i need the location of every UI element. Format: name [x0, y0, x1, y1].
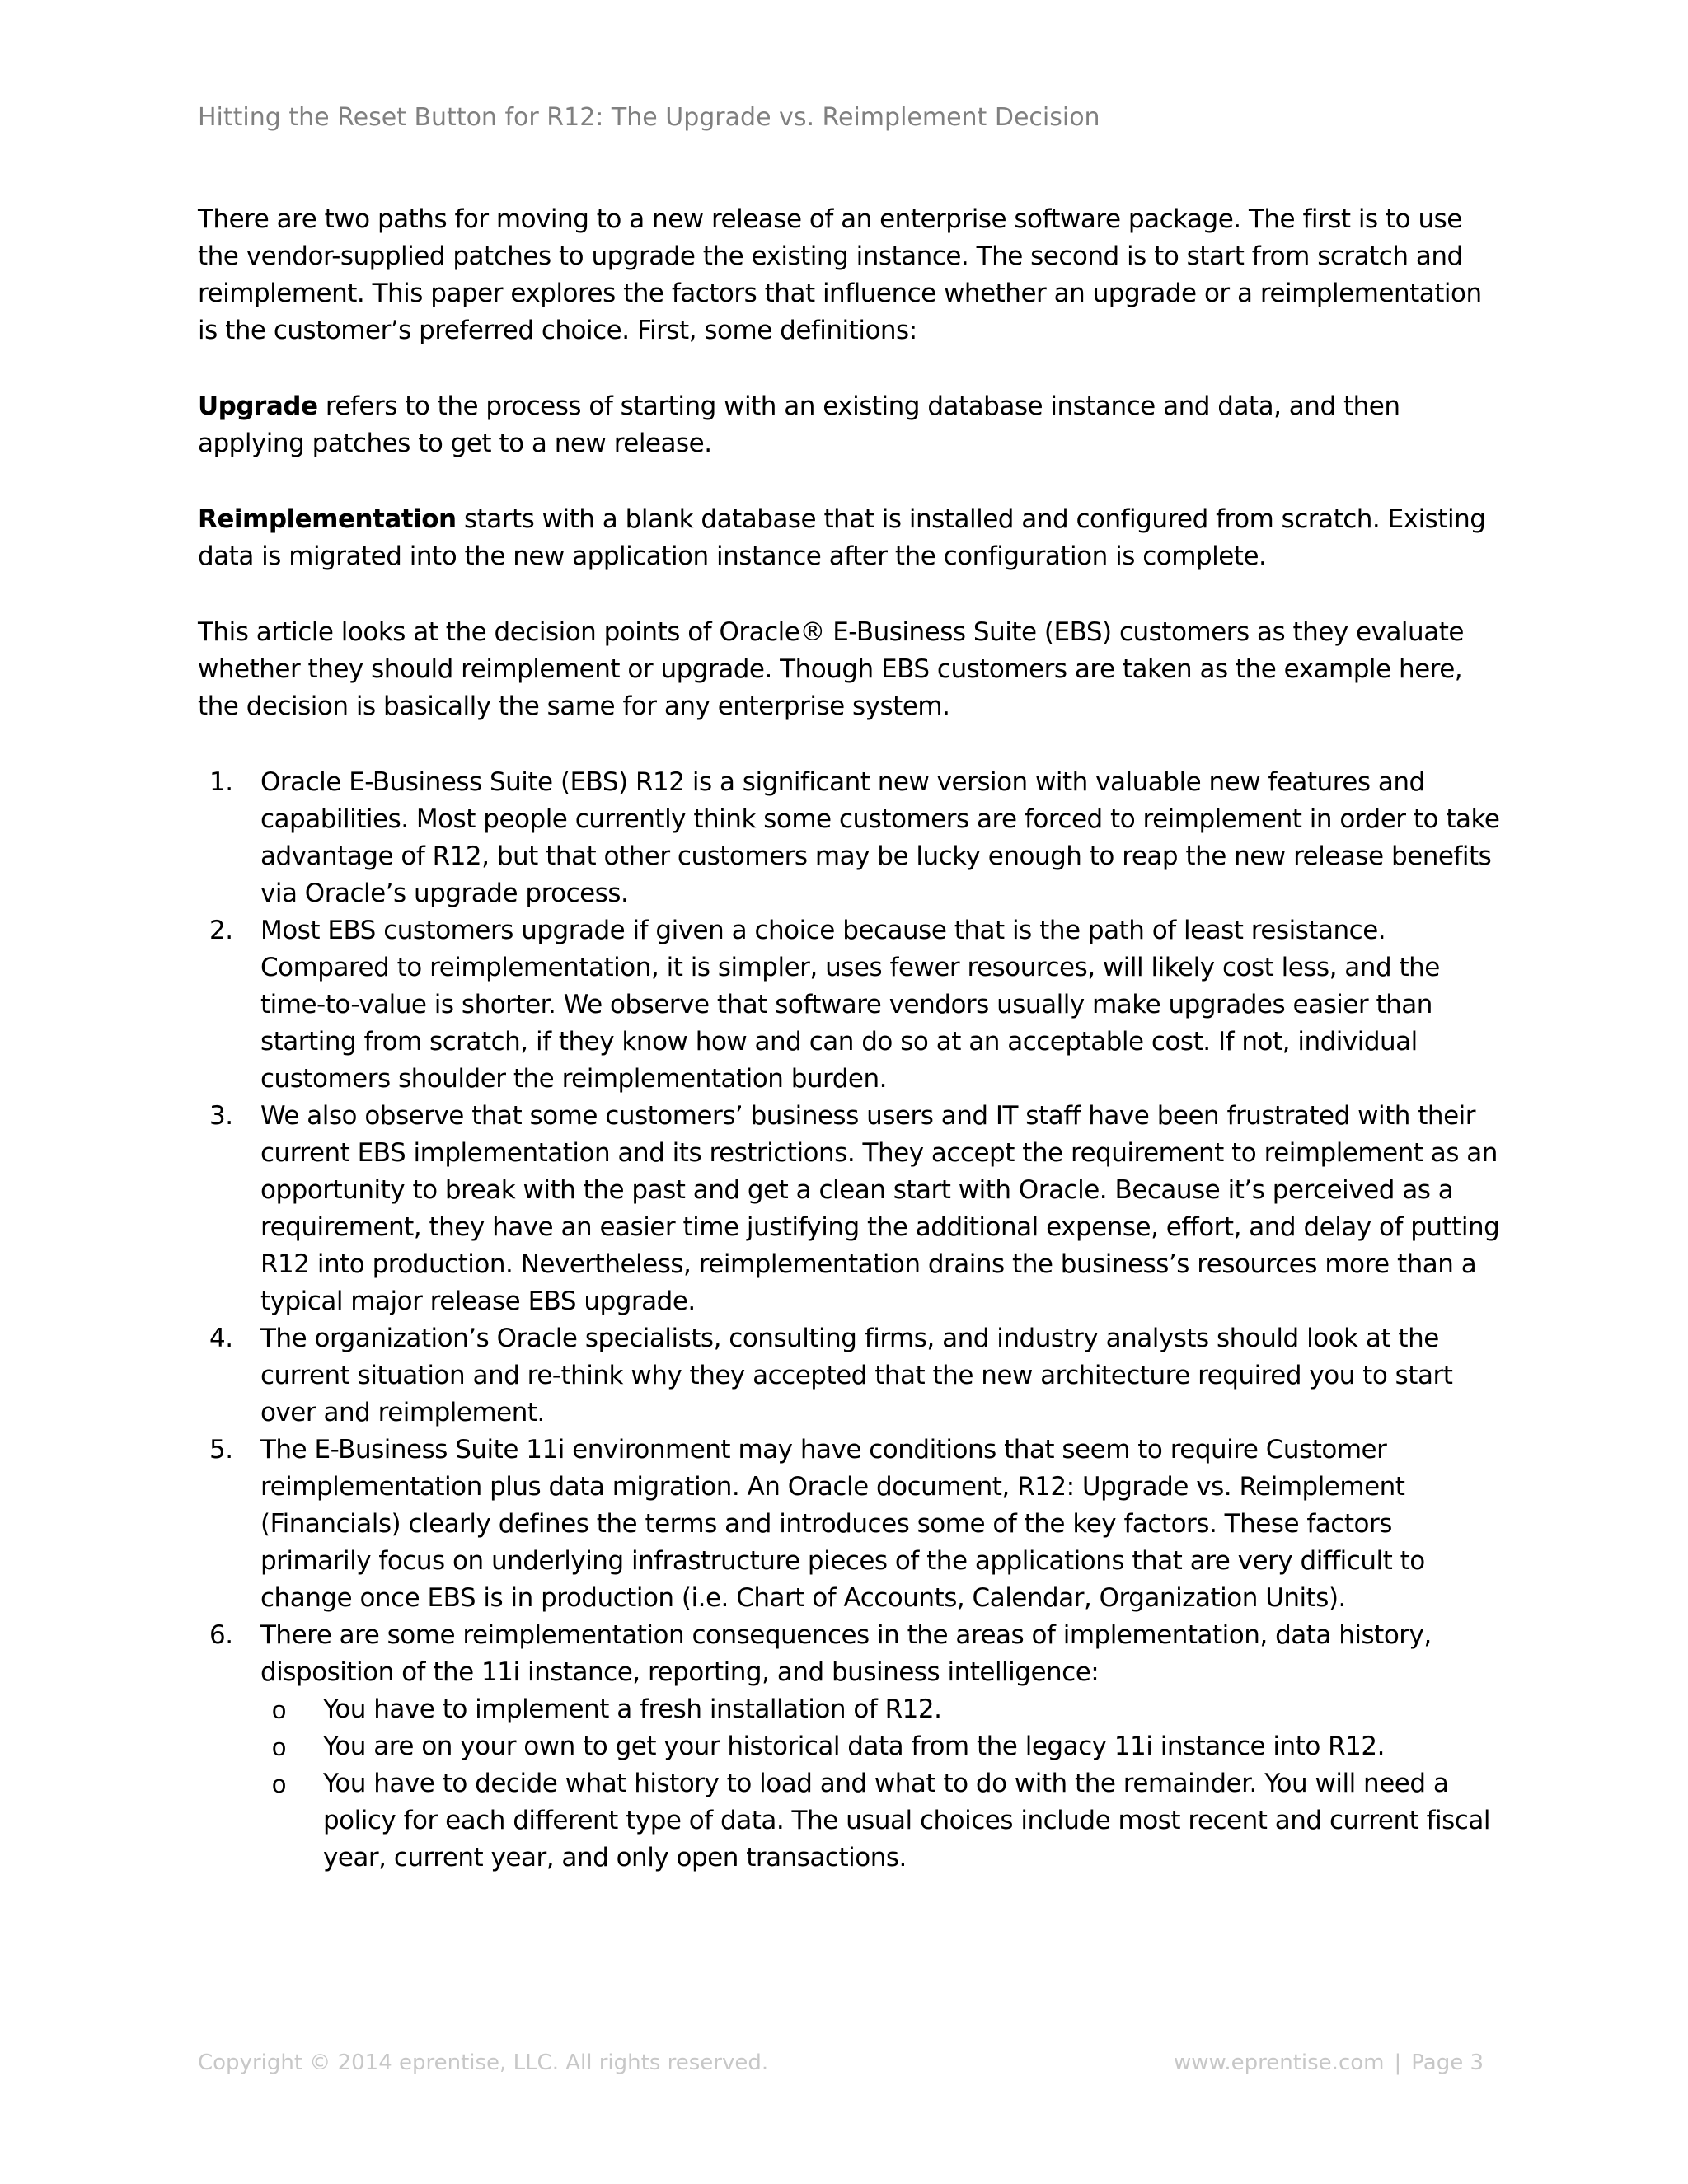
list-item — [198, 764, 1500, 912]
sublist-item-text: You are on your own to get your historical data from the legacy 11i instance into R12. — [323, 1732, 1385, 1761]
list-item-text: The E-Business Suite 11i environment may have conditions that seem to require Customer reimplementation plus data migration. An Oracle document, R12: Upgrade vs. Reimplement (Financials) clearly defines the terms and introduces some of the key factors. These factors primarily focus on underlying infrastructure pieces of the applications that are very difficult to change once EBS is in production (i.e. Chart of Accounts, Calendar, Organization Units). — [260, 1435, 1425, 1613]
list-number: 6. — [209, 1620, 233, 1650]
footer-page-number: Page 3 — [1411, 2050, 1484, 2075]
bullet-icon: o — [272, 1732, 286, 1761]
context-paragraph: This article looks at the decision points of Oracle® E-Business Suite (EBS) customers as they evaluate whether they should reimplement or upgrade. Though EBS customers are taken as the example here, the decision is basically the same for any enterprise system. — [198, 617, 1464, 721]
list-number: 2. — [209, 916, 233, 945]
list-item — [198, 912, 1500, 1098]
list-number: 5. — [209, 1435, 233, 1465]
numbered-list — [198, 764, 1500, 1877]
sublist-item — [260, 1691, 1500, 1728]
intro-paragraph: There are two paths for moving to a new release of an enterprise software package. The first is to use the vendor-supplied patches to upgrade the existing instance. The second is to start from scratch and reimplement. This paper explores the factors that influence whether an upgrade or a reimplementation is the customer’s preferred choice. First, some definitions: — [198, 204, 1482, 345]
footer-copyright: Copyright © 2014 eprentise, LLC. All rights reserved. — [198, 2050, 769, 2075]
list-item — [198, 1432, 1500, 1617]
list-item — [198, 1098, 1500, 1320]
list-number: 1. — [209, 767, 233, 797]
list-item-text: Most EBS customers upgrade if given a choice because that is the path of least resistance. Compared to reimplementation, it is simpler, uses fewer resources, will likely cost less, and the time-to-value is shorter. We observe that software vendors usually make upgrades easier than starting from scratch, if they know how and can do so at an acceptable cost. If not, individual customers shoulder the reimplementation burden. — [260, 916, 1440, 1094]
sublist-item — [260, 1728, 1500, 1765]
bullet-icon: o — [272, 1695, 286, 1724]
sublist-item — [260, 1765, 1500, 1877]
footer-separator: | — [1394, 2050, 1402, 2075]
bullet-icon: o — [272, 1769, 286, 1798]
bullet-sublist — [260, 1691, 1500, 1877]
document-body — [198, 201, 1500, 1877]
definition-reimplementation — [198, 501, 1500, 575]
sublist-item-text: You have to decide what history to load and what to do with the remainder. You will need a policy for each different type of data. The usual choices include most recent and current fiscal year, current year, and only open transactions. — [323, 1769, 1490, 1872]
list-number: 4. — [209, 1324, 233, 1353]
definition-term: Reimplementation — [198, 504, 457, 534]
list-item-text: Oracle E-Business Suite (EBS) R12 is a significant new version with valuable new features and capabilities. Most people currently think some customers are forced to reimplement in order to take advantage of R12, but that other customers may be lucky enough to reap the new release benefits via Oracle’s upgrade process. — [260, 767, 1500, 908]
list-item — [198, 1320, 1500, 1432]
footer-website-link[interactable]: www.eprentise.com — [1173, 2050, 1385, 2075]
definition-upgrade — [198, 388, 1500, 462]
definition-term: Upgrade — [198, 391, 318, 421]
list-item-text: There are some reimplementation consequences in the areas of implementation, data history, disposition of the 11i instance, reporting, and business intelligence: — [260, 1620, 1432, 1687]
list-item-text: The organization’s Oracle specialists, consulting firms, and industry analysts should look at the current situation and re-think why they accepted that the new architecture required you to start over and reimplement. — [260, 1324, 1453, 1427]
list-number: 3. — [209, 1101, 233, 1131]
list-item-text: We also observe that some customers’ business users and IT staff have been frustrated with their current EBS implementation and its restrictions. They accept the requirement to reimplement as an opportunity to break with the past and get a clean start with Oracle. Because it’s perceived as a requirement, they have an easier time justifying the additional expense, effort, and delay of putting R12 into production. Nevertheless, reimplementation drains the business’s resources more than a typical major release EBS upgrade. — [260, 1101, 1500, 1316]
page-header-title: Hitting the Reset Button for R12: The Upgrade vs. Reimplement Decision — [198, 103, 1100, 132]
sublist-item-text: You have to implement a fresh installation of R12. — [323, 1694, 942, 1724]
definition-text: starts with a blank database that is installed and configured from scratch. Existing data is migrated into the new application instance after the configuration is complete. — [198, 504, 1486, 571]
definition-text: refers to the process of starting with an existing database instance and data, and then applying patches to get to a new release. — [198, 391, 1400, 458]
list-item — [198, 1617, 1500, 1877]
footer-right — [1174, 2048, 1484, 2078]
